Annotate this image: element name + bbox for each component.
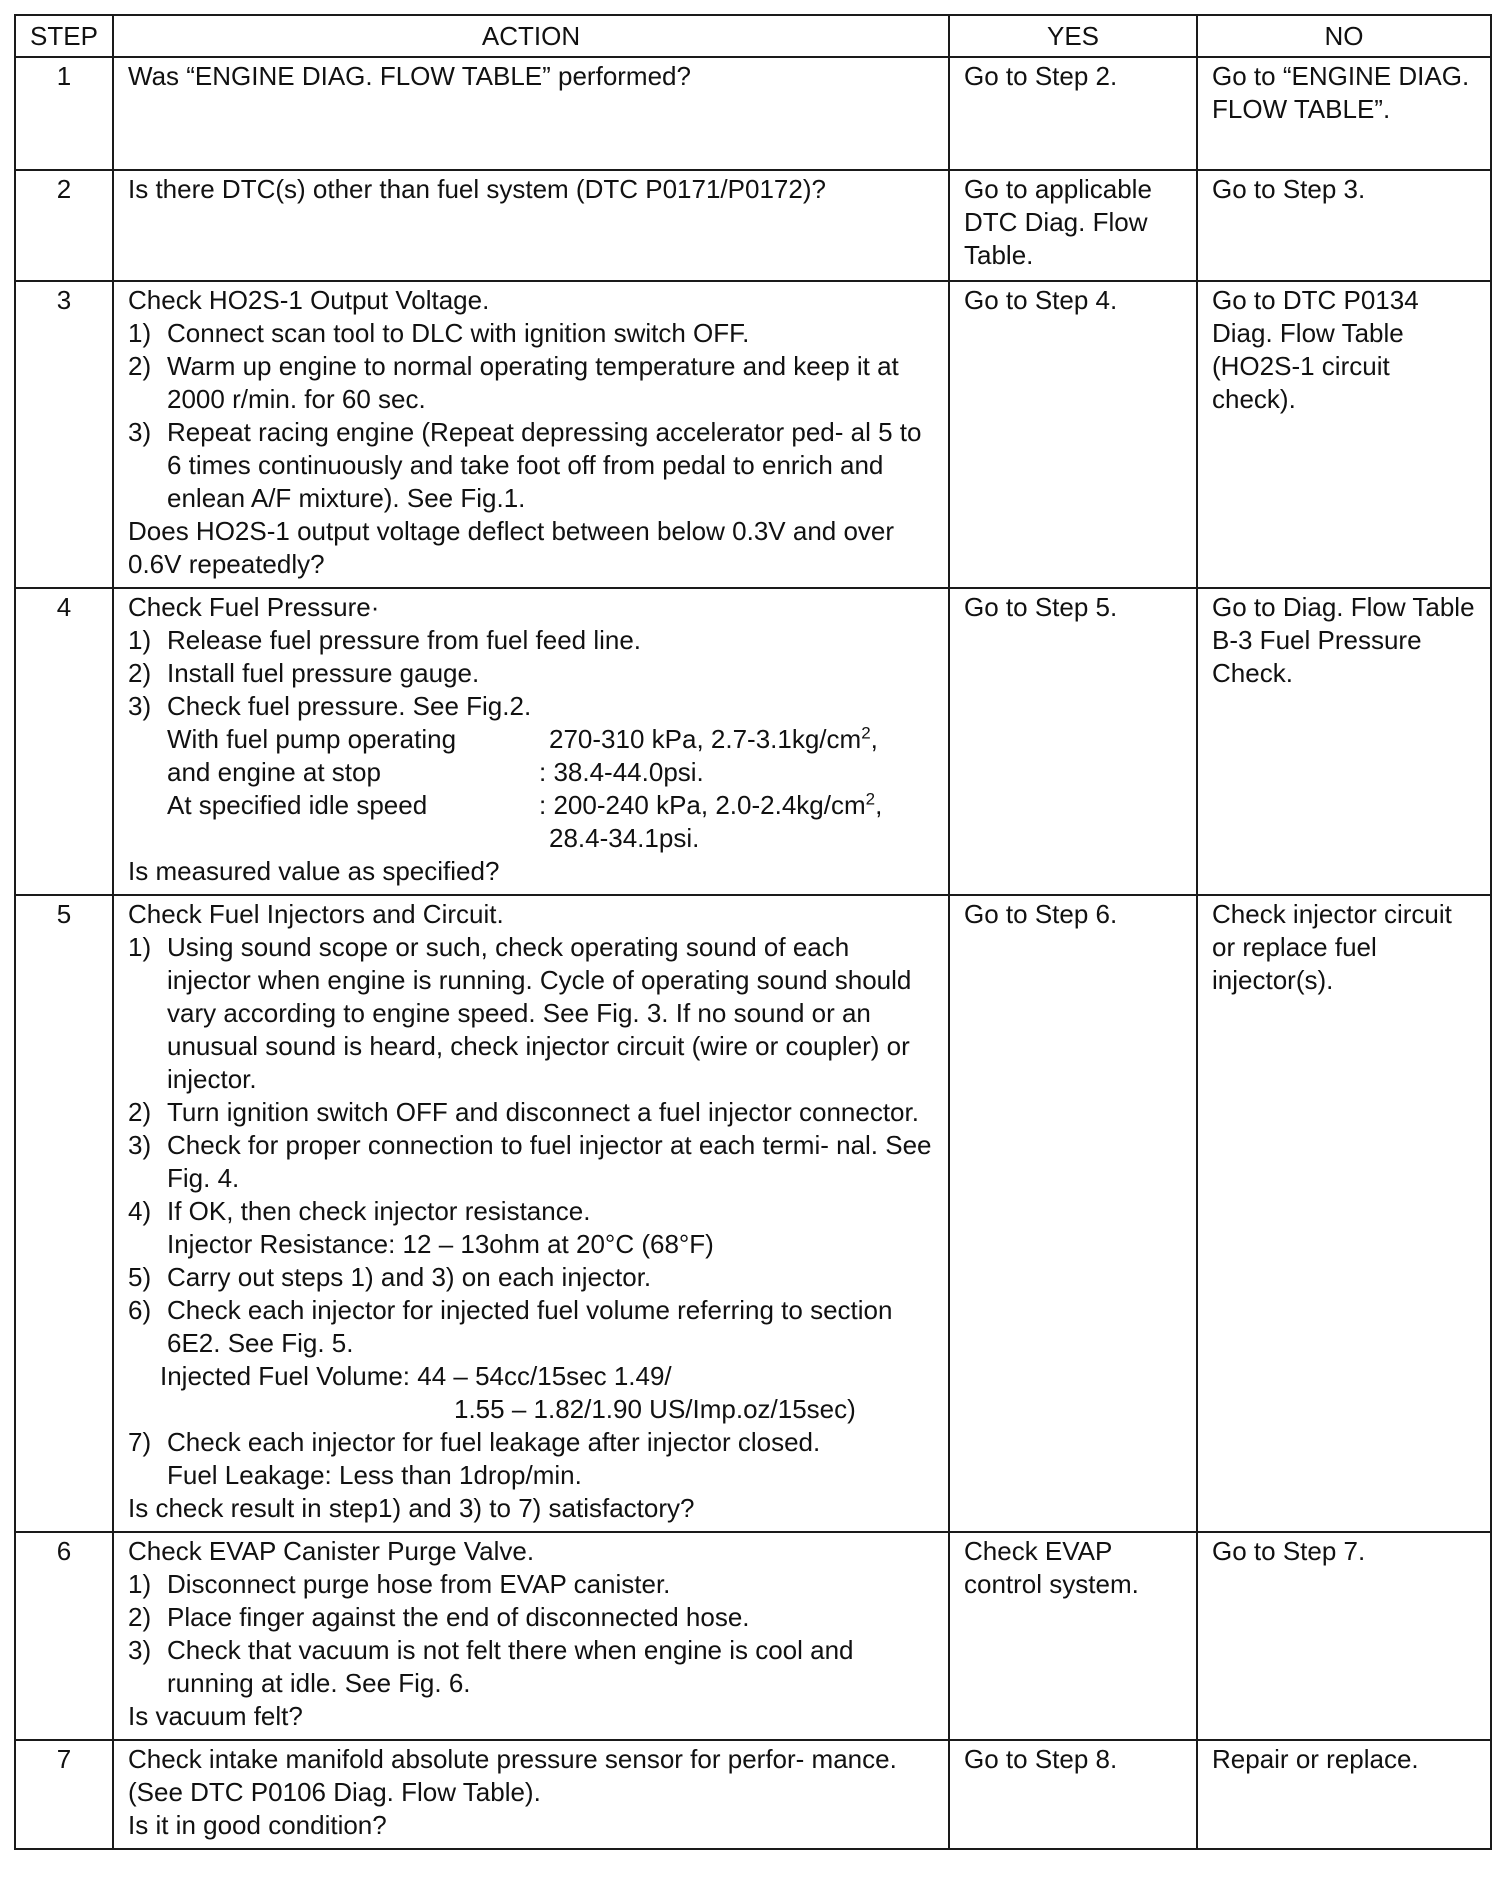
injector-resistance-spec: Injector Resistance: 12 – 13ohm at 20°C (68°F) — [167, 1229, 714, 1259]
substep-list — [128, 1568, 934, 1700]
table-row — [15, 895, 1491, 1532]
header-yes: YES — [949, 15, 1197, 57]
substep: 4) If OK, then check injector resistance. Injector Resistance: 12 – 13ohm at 20°C (68°F) — [128, 1195, 934, 1261]
action-cell — [113, 895, 949, 1532]
action-question: Is measured value as specified? — [128, 856, 500, 886]
step-number: 1 — [15, 57, 113, 170]
substep-list — [128, 317, 934, 515]
action-cell — [113, 170, 949, 281]
step-number: 6 — [15, 1532, 113, 1740]
substep: 2) Turn ignition switch OFF and disconnect a fuel injector connector. — [128, 1097, 919, 1127]
substep: 3) Check fuel pressure. See Fig.2. With fuel pump operating 270-310 kPa, $2.7-3.1kg/cm^2$, and engine at stop : 38.4-44.0psi. At specified idle speed : 200-240 kPa, $2.0-2.4kg/cm^2$, 28.4-34.1psi. — [128, 690, 934, 855]
step-number: 4 — [15, 588, 113, 895]
header-step: STEP — [15, 15, 113, 57]
table-row — [15, 1532, 1491, 1740]
substep: 2) Place finger against the end of disconnected hose. — [128, 1602, 750, 1632]
substep: 1) Release fuel pressure from fuel feed line. — [128, 625, 642, 655]
substep-list — [128, 624, 934, 855]
action-cell — [113, 1532, 949, 1740]
fuel-pressure-spec — [167, 723, 934, 855]
substep: 7) Check each injector for fuel leakage after injector closed. Fuel Leakage: Less than 1drop/min. — [128, 1426, 934, 1492]
yes-cell: Check EVAP control system. — [949, 1532, 1197, 1740]
step-number: 7 — [15, 1740, 113, 1849]
diagnostic-flow-table — [14, 14, 1492, 1850]
injected-volume-spec: Injected Fuel Volume: 44 – 54cc/15sec 1.49/ — [160, 1361, 672, 1391]
action-question: Is check result in step1) and 3) to 7) satisfactory? — [128, 1493, 695, 1523]
action-text: Check intake manifold absolute pressure sensor for perfor- mance.(See DTC P0106 Diag. Flow Table). — [128, 1744, 897, 1807]
no-cell: Go to DTC P0134 Diag. Flow Table (HO2S-1 circuit check). — [1197, 281, 1491, 588]
no-cell: Go to “ENGINE DIAG. FLOW TABLE”. — [1197, 57, 1491, 170]
substep: 5) Carry out steps 1) and 3) on each injector. — [128, 1262, 652, 1292]
header-row — [15, 15, 1491, 57]
no-cell: Check injector circuit or replace fuel injector(s). — [1197, 895, 1491, 1532]
substep-list — [128, 931, 934, 1492]
table-row — [15, 170, 1491, 281]
step-number: 2 — [15, 170, 113, 281]
header-no: NO — [1197, 15, 1491, 57]
action-question: Is it in good condition? — [128, 1810, 387, 1840]
substep: 3) Check that vacuum is not felt there when engine is cool and running at idle. See Fig. 6. — [128, 1635, 854, 1698]
substep: 1) Disconnect purge hose from EVAP canister. — [128, 1569, 671, 1599]
yes-cell: Go to Step 6. — [949, 895, 1197, 1532]
fuel-leakage-spec: Fuel Leakage: Less than 1drop/min. — [167, 1460, 582, 1490]
substep: 2) Warm up engine to normal operating temperature and keep it at 2000 r/min. for 60 sec. — [128, 351, 899, 414]
yes-cell: Go to Step 2. — [949, 57, 1197, 170]
spec-value: 28.4-34.1psi. — [549, 823, 700, 853]
table-row — [15, 281, 1491, 588]
yes-cell: Go to applicable DTC Diag. Flow Table. — [949, 170, 1197, 281]
substep: 3) Check for proper connection to fuel injector at each termi- nal. See Fig. 4. — [128, 1130, 932, 1193]
action-title: Check Fuel Injectors and Circuit. — [128, 899, 504, 929]
action-cell — [113, 588, 949, 895]
action-title: Check HO2S-1 Output Voltage. — [128, 285, 490, 315]
no-cell: Repair or replace. — [1197, 1740, 1491, 1849]
action-question: Does HO2S-1 output voltage deflect between below 0.3V and over 0.6V repeatedly? — [128, 516, 895, 579]
no-cell: Go to Step 3. — [1197, 170, 1491, 281]
action-question: Is vacuum felt? — [128, 1701, 303, 1731]
action-text: Is there DTC(s) other than fuel system (DTC P0171/P0172)? — [128, 174, 826, 204]
spec-label: and engine at stop — [167, 757, 381, 787]
no-cell: Go to Diag. Flow Table B-3 Fuel Pressure Check. — [1197, 588, 1491, 895]
spec-label: With fuel pump operating — [167, 724, 457, 754]
no-cell: Go to Step 7. — [1197, 1532, 1491, 1740]
substep: 1) Using sound scope or such, check operating sound of each injector when engine is running. Cycle of operating sound should vary according to engine speed. See Fig. 3. If no sound or an unusual sound is heard, check injector circuit (wire or coupler) or injector. — [128, 932, 912, 1094]
table-row — [15, 588, 1491, 895]
spec-label: At specified idle speed — [167, 790, 428, 820]
yes-cell: Go to Step 8. — [949, 1740, 1197, 1849]
header-action: ACTION — [113, 15, 949, 57]
spec-value: 270-310 kPa, $2.7-3.1kg/cm^2$, — [549, 723, 878, 754]
table-row — [15, 1740, 1491, 1849]
yes-cell: Go to Step 4. — [949, 281, 1197, 588]
action-title: Check Fuel Pressure· — [128, 592, 380, 622]
injected-volume-spec-cont: 1.55 – 1.82/1.90 US/Imp.oz/15sec) — [454, 1394, 856, 1424]
spec-value: : 200-240 kPa, $2.0-2.4kg/cm^2$, — [539, 789, 883, 820]
action-text: Was “ENGINE DIAG. FLOW TABLE” performed? — [128, 61, 691, 91]
yes-cell: Go to Step 5. — [949, 588, 1197, 895]
substep: 2) Install fuel pressure gauge. — [128, 658, 480, 688]
substep: 3) Repeat racing engine (Repeat depressing accelerator ped- al 5 to 6 times continuously and take foot off from pedal to enrich and enlean A/F mixture). See Fig.1. — [128, 417, 922, 513]
action-title: Check EVAP Canister Purge Valve. — [128, 1536, 535, 1566]
action-cell — [113, 57, 949, 170]
step-number: 3 — [15, 281, 113, 588]
substep: 6) Check each injector for injected fuel volume referring to section 6E2. See Fig. 5. Injected Fuel Volume: 44 – 54cc/15sec 1.49/ 1.55 – 1.82/1.90 US/Imp.oz/15sec) — [128, 1294, 934, 1426]
action-cell — [113, 1740, 949, 1849]
table-row — [15, 57, 1491, 170]
action-cell — [113, 281, 949, 588]
spec-value: : 38.4-44.0psi. — [539, 757, 704, 787]
substep: 1) Connect scan tool to DLC with ignition switch OFF. — [128, 318, 750, 348]
step-number: 5 — [15, 895, 113, 1532]
